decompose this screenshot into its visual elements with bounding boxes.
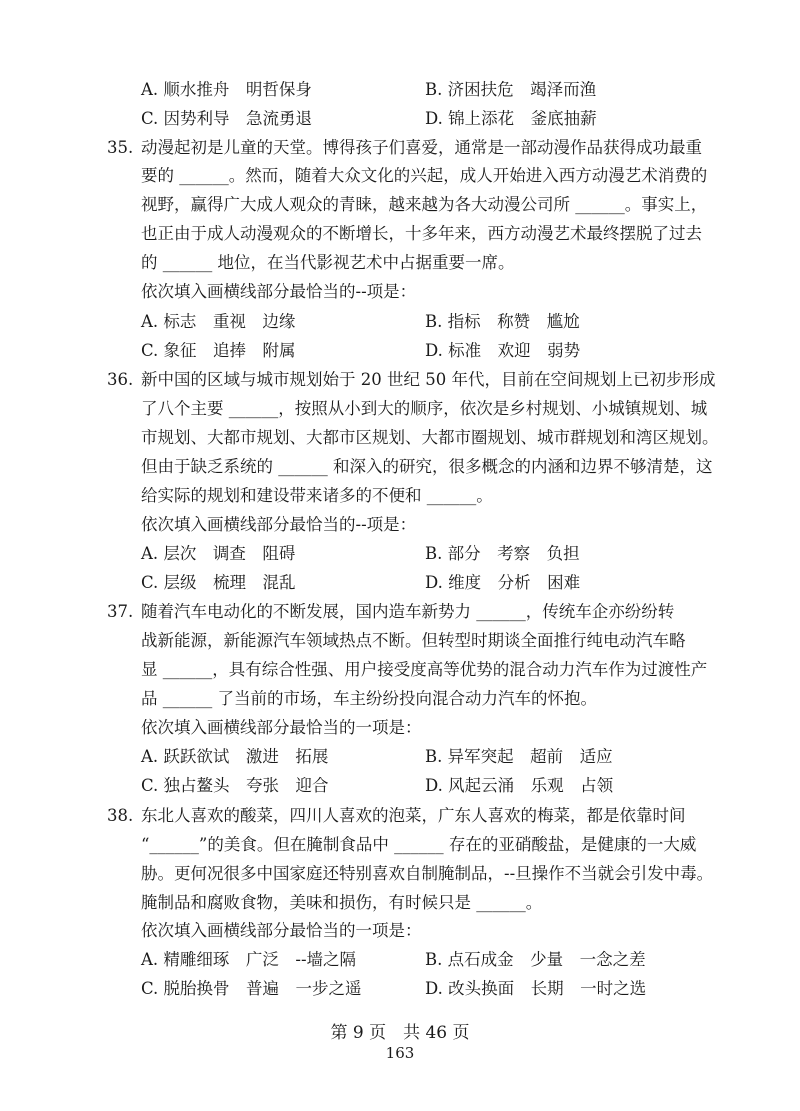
option-b: B. 异军突起 超前 适应 xyxy=(425,747,613,766)
question-instruction: 依次填入画横线部分最恰当的一项是： xyxy=(141,718,422,737)
question-number: 37. xyxy=(107,602,134,621)
question-instruction: 依次填入画横线部分最恰当的一项是： xyxy=(141,921,422,940)
question-stem-line: 36. 新中国的区域与城市规划始于 20 世纪 50 年代，目前在空间规划上已初步形成 xyxy=(107,370,716,389)
question-stem-line: 市规划、大都市规划、大都市区规划、大都市圈规划、城市群规划和湾区规划。 xyxy=(141,428,719,447)
option-c: C. 因势利导 急流勇退 xyxy=(141,109,313,128)
question-stem-line: 腌制品和腐败食物，美味和损伤，有时候只是 ______。 xyxy=(141,893,543,912)
option-b: B. 部分 考察 负担 xyxy=(425,544,580,563)
option-c: C. 脱胎换骨 普遍 一步之遥 xyxy=(141,979,362,998)
question-stem-line: 38. 东北人喜欢的酸菜，四川人喜欢的泡菜，广东人喜欢的梅菜，都是依靠时间 xyxy=(107,806,686,825)
question-number: 38. xyxy=(107,806,134,825)
question-stem-line: 37. 随着汽车电动化的不断发展，国内造车新势力 ______，传统车企亦纷纷转 xyxy=(107,602,675,621)
page-number: 163 xyxy=(385,1044,415,1062)
question-stem-line: 的 ______ 地位，在当代影视艺术中占据重要一席。 xyxy=(141,253,515,272)
question-stem-line: 显 ______，具有综合性强、用户接受度高等优势的混合动力汽车作为过渡性产 xyxy=(141,660,708,679)
option-a: A. 层次 调查 阻碍 xyxy=(141,544,296,563)
option-a: A. 跃跃欲试 激进 拓展 xyxy=(141,747,329,766)
option-d: D. 锦上添花 釜底抽薪 xyxy=(425,109,597,128)
question-stem-line: 了八个主要 ______，按照从小到大的顺序，依次是乡村规划、小城镇规划、城 xyxy=(141,399,708,418)
question-number: 36. xyxy=(107,370,134,389)
question-number: 35. xyxy=(107,138,134,157)
option-b: B. 点石成金 少量 一念之差 xyxy=(425,950,646,969)
question-stem-line: 战新能源，新能源汽车领域热点不断。但转型时期谈全面推行纯电动汽车略 xyxy=(141,631,686,650)
question-stem-line: 视野，赢得广大成人观众的青睐，越来越为各大动漫公司所 ______。事实上， xyxy=(141,195,708,214)
question-instruction: 依次填入画横线部分最恰当的--项是： xyxy=(141,282,417,301)
question-stem-line: 胁。更何况很多中国家庭还特别喜欢自制腌制品，--旦操作不当就会引发中毒。 xyxy=(141,864,714,883)
question-stem-line: 35. 动漫起初是儿童的天堂。博得孩子们喜爱，通常是一部动漫作品获得成功最重 xyxy=(107,138,702,157)
question-instruction: 依次填入画横线部分最恰当的--项是： xyxy=(141,515,417,534)
option-d: D. 标准 欢迎 弱势 xyxy=(425,341,581,360)
option-a: A. 精雕细琢 广泛 --墙之隔 xyxy=(141,950,357,969)
option-d: D. 改头换面 长期 一时之选 xyxy=(425,979,647,998)
option-d: D. 风起云涌 乐观 占领 xyxy=(425,776,614,795)
question-stem-line: 品 ______ 了当前的市场，车主纷纷投向混合动力汽车的怀抱。 xyxy=(141,689,597,708)
option-c: C. 独占鳌头 夸张 迎合 xyxy=(141,776,329,795)
question-stem-line: 给实际的规划和建设带来诸多的不便和 ______。 xyxy=(141,486,493,505)
question-stem-line: 要的 ______。然而，随着大众文化的兴起，成人开始进入西方动漫艺术消费的 xyxy=(141,166,708,185)
page-indicator: 第 9 页 共 46 页 xyxy=(330,1023,470,1043)
option-a: A. 顺水推舟 明哲保身 xyxy=(141,80,312,99)
question-stem-line: “______”的美食。但在腌制食品中 ______ 存在的亚硝酸盐，是健康的一大威 xyxy=(141,835,697,854)
option-b: B. 济困扶危 竭泽而渔 xyxy=(425,80,597,99)
option-c: C. 层级 梳理 混乱 xyxy=(141,573,296,592)
option-a: A. 标志 重视 边缘 xyxy=(141,312,296,331)
question-stem-line: 也正由于成人动漫观众的不断增长，十多年来，西方动漫艺术最终摆脱了过去 xyxy=(141,224,702,243)
option-c: C. 象征 追捧 附属 xyxy=(141,341,296,360)
option-b: B. 指标 称赞 尴尬 xyxy=(425,312,580,331)
question-stem-line: 但由于缺乏系统的 ______ 和深入的研究，很多概念的内涵和边界不够清楚，这 xyxy=(141,457,713,476)
option-d: D. 维度 分析 困难 xyxy=(425,573,581,592)
